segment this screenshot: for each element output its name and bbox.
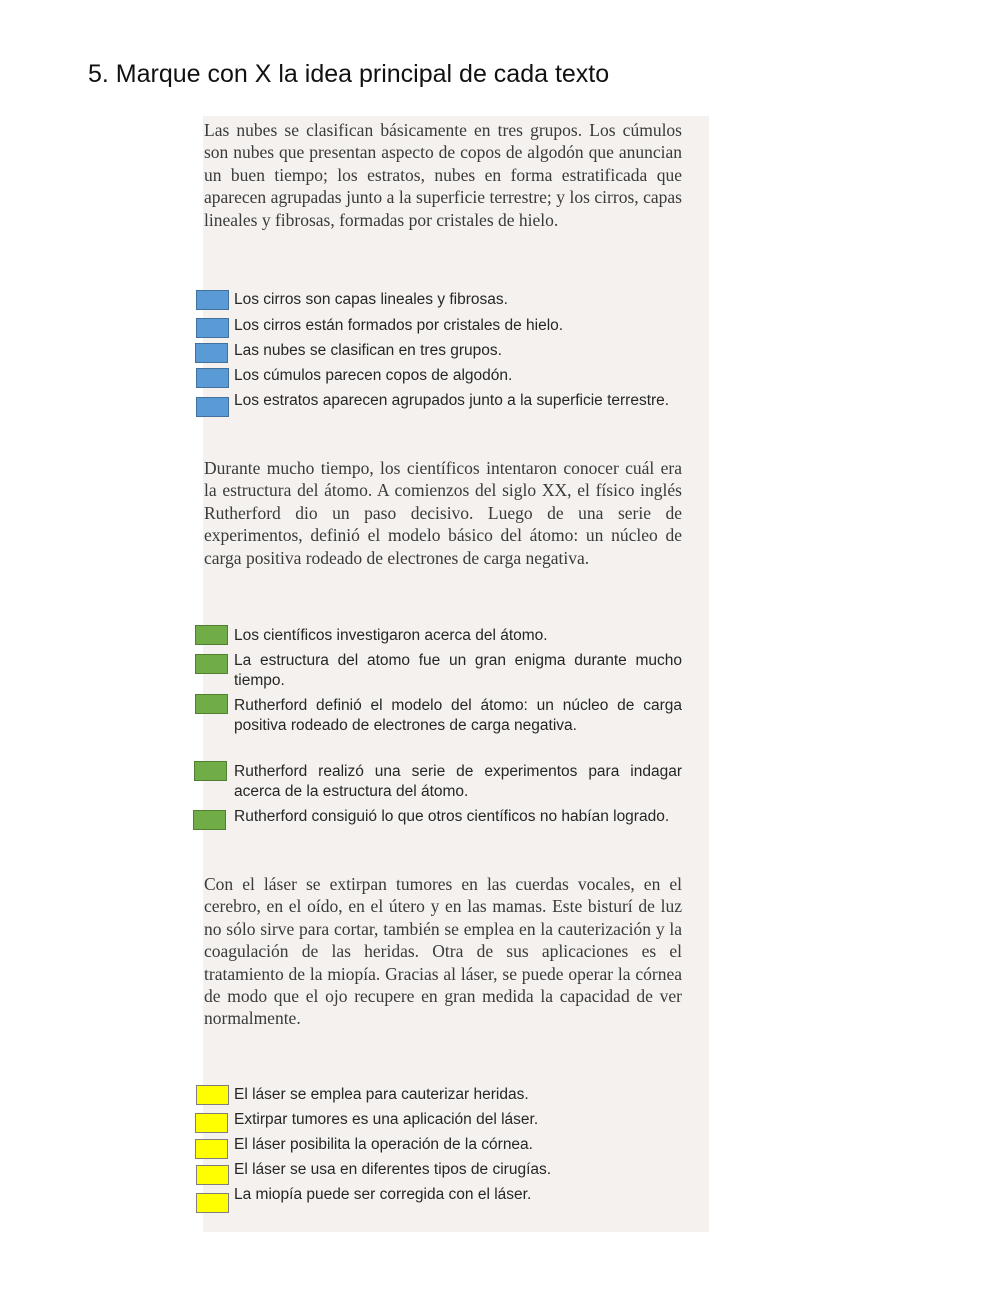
option-text: Los científicos investigaron acerca del átomo. (234, 627, 548, 644)
option-text: Las nubes se clasifican en tres grupos. (234, 342, 502, 359)
checkbox-yellow[interactable] (196, 1165, 229, 1185)
exercise-title: 5. Marque con X la idea principal de cada texto (88, 60, 610, 88)
option-text: Rutherford consiguió lo que otros científicos no habían logrado. (234, 808, 670, 825)
checkbox-blue[interactable] (196, 318, 229, 338)
option-text: El láser posibilita la operación de la córnea. (234, 1136, 533, 1153)
paragraph-laser: Con el láser se extirpan tumores en las cuerdas vocales, en el cerebro, en el oído, en el útero y en las mamas. Este bisturí de luz no sólo sirve para cortar, también se emplea en la cauterización y la coagulación de las heridas. Otra de sus aplicaciones es el tratamiento de la miopía. Gracias al láser, se puede operar la córnea de modo que el ojo recupere en gran medida la capacidad de ver normalmente. (204, 874, 682, 1029)
checkbox-yellow[interactable] (195, 1139, 228, 1159)
option-text: Extirpar tumores es una aplicación del láser. (234, 1111, 539, 1128)
paragraph-atom: Durante mucho tiempo, los científicos intentaron conocer cuál era la estructura del átomo. A comienzos del siglo XX, el físico inglés Rutherford dio un paso decisivo. Luego de una serie de experimentos, definió el modelo básico del átomo: un núcleo de carga positiva rodeado de electrones de carga negativa. (204, 458, 682, 568)
checkbox-green[interactable] (195, 654, 228, 674)
checkbox-green[interactable] (195, 694, 228, 714)
checkbox-yellow[interactable] (196, 1193, 229, 1213)
checkbox-blue[interactable] (195, 343, 228, 363)
option-text: Los estratos aparecen agrupados junto a la superficie terrestre. (234, 392, 670, 409)
option-text: La miopía puede ser corregida con el láser. (234, 1186, 532, 1203)
checkbox-green[interactable] (195, 625, 228, 645)
option-text: Rutherford definió el modelo del átomo: un núcleo de carga positiva rodeado de electrones de carga negativa. (234, 697, 682, 734)
checkbox-yellow[interactable] (195, 1113, 228, 1133)
option-text: El láser se usa en diferentes tipos de cirugías. (234, 1161, 552, 1178)
option-text: La estructura del atomo fue un gran enigma durante mucho tiempo. (234, 652, 682, 689)
checkbox-green[interactable] (193, 810, 226, 830)
option-text: El láser se emplea para cauterizar heridas. (234, 1086, 529, 1103)
paragraph-clouds: Las nubes se clasifican básicamente en tres grupos. Los cúmulos son nubes que presentan aspecto de copos de algodón que anuncian un buen tiempo; los estratos, nubes en forma estratificada que aparecen agrupadas junto a la superficie terrestre; y los cirros, capas lineales y fibrosas, formadas por cristales de hielo. (204, 120, 682, 230)
option-text: Los cirros están formados por cristales de hielo. (234, 317, 564, 334)
checkbox-blue[interactable] (196, 290, 229, 310)
checkbox-green[interactable] (194, 761, 227, 781)
checkbox-yellow[interactable] (196, 1085, 229, 1105)
option-text: Los cúmulos parecen copos de algodón. (234, 367, 513, 384)
checkbox-blue[interactable] (196, 397, 229, 417)
option-text: Los cirros son capas lineales y fibrosas. (234, 291, 508, 308)
checkbox-blue[interactable] (196, 368, 229, 388)
option-text: Rutherford realizó una serie de experimentos para indagar acerca de la estructura del átomo. (234, 763, 682, 800)
